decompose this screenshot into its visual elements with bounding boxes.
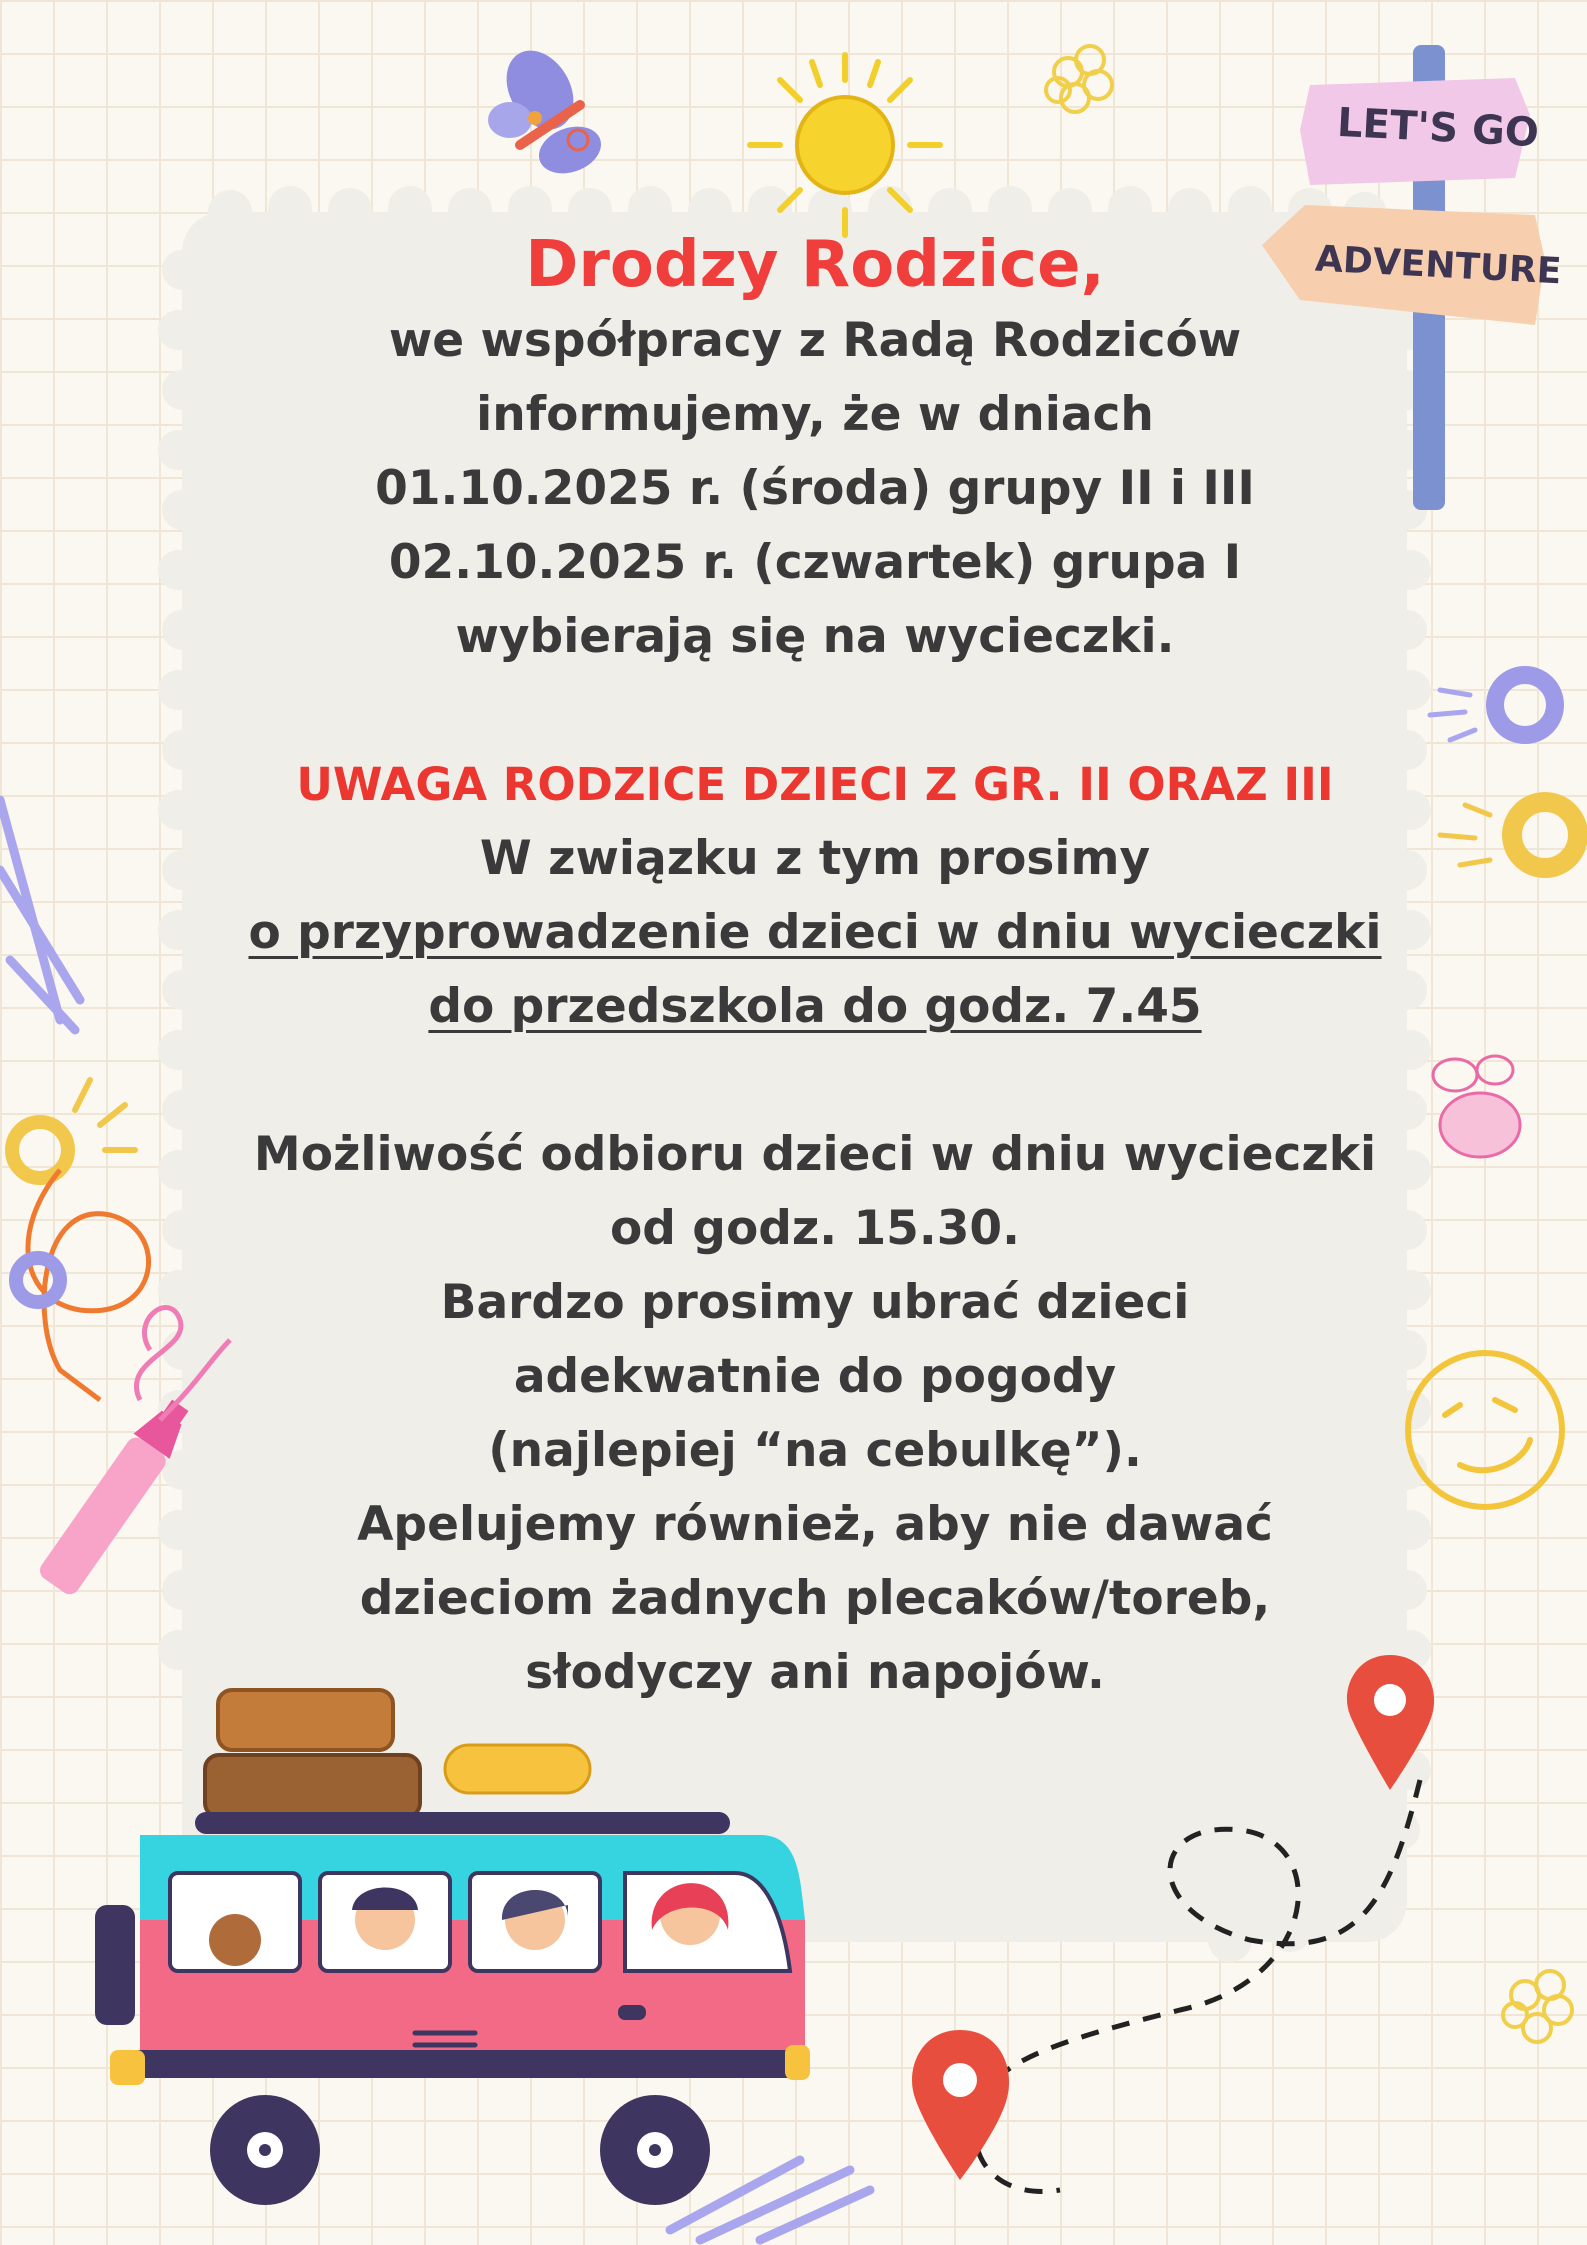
flower-icon-bottom — [1503, 1971, 1572, 2042]
sign-adventure: ADVENTURE — [1314, 238, 1563, 293]
sign-lets-go: LET'S GO — [1335, 99, 1540, 157]
butterfly-icon — [488, 39, 608, 182]
intro-line: informujemy, że w dniach — [476, 387, 1154, 442]
flower-icon-top — [1046, 46, 1112, 112]
intro-line: wybierają się na wycieczki. — [455, 609, 1175, 664]
sparkle-yellow-right — [1440, 805, 1490, 865]
flower-yellow-left — [12, 1122, 68, 1178]
flower-yellow-right — [1512, 802, 1578, 868]
pickup-line: Możliwość odbioru dzieci w dniu wycieczki — [253, 1127, 1377, 1182]
intro-line: we współpracy z Radą Rodziców — [388, 313, 1242, 368]
closing-line: (najlepiej “na cebulkę”). — [488, 1423, 1142, 1478]
sparkle-left — [75, 1080, 135, 1150]
marker-icon — [36, 1393, 198, 1598]
greeting-heading: Drodzy Rodzice, — [525, 228, 1105, 302]
notice-text — [190, 220, 1440, 1710]
dropoff-line: o przyprowadzenie dzieci w dniu wycieczki — [248, 905, 1382, 960]
closing-line: dzieciom żadnych plecaków/toreb, — [359, 1571, 1271, 1626]
intro-line: 01.10.2025 r. (środa) grupy II i III — [375, 461, 1255, 516]
sun-icon — [750, 55, 940, 235]
intro-line: 02.10.2025 r. (czwartek) grupa I — [388, 535, 1242, 590]
scribble-left — [0, 800, 80, 1030]
flower-purple-right — [1495, 675, 1555, 735]
bee-icon — [1433, 1056, 1520, 1157]
closing-line: Apelujemy również, aby nie dawać — [357, 1497, 1273, 1552]
request-line: W związku z tym prosimy — [479, 831, 1151, 886]
orange-swirl — [28, 1170, 149, 1400]
closing-line: adekwatnie do pogody — [513, 1349, 1117, 1404]
warning-heading: UWAGA RODZICE DZIECI Z GR. II ORAZ III — [296, 758, 1334, 811]
dropoff-time-line: do przedszkola do godz. 7.45 — [428, 979, 1202, 1034]
map-pin-icon-bottom — [912, 2030, 1009, 2180]
closing-line: Bardzo prosimy ubrać dzieci — [440, 1275, 1190, 1330]
pickup-line: od godz. 15.30. — [610, 1201, 1020, 1256]
closing-line: słodyczy ani napojów. — [525, 1645, 1105, 1700]
